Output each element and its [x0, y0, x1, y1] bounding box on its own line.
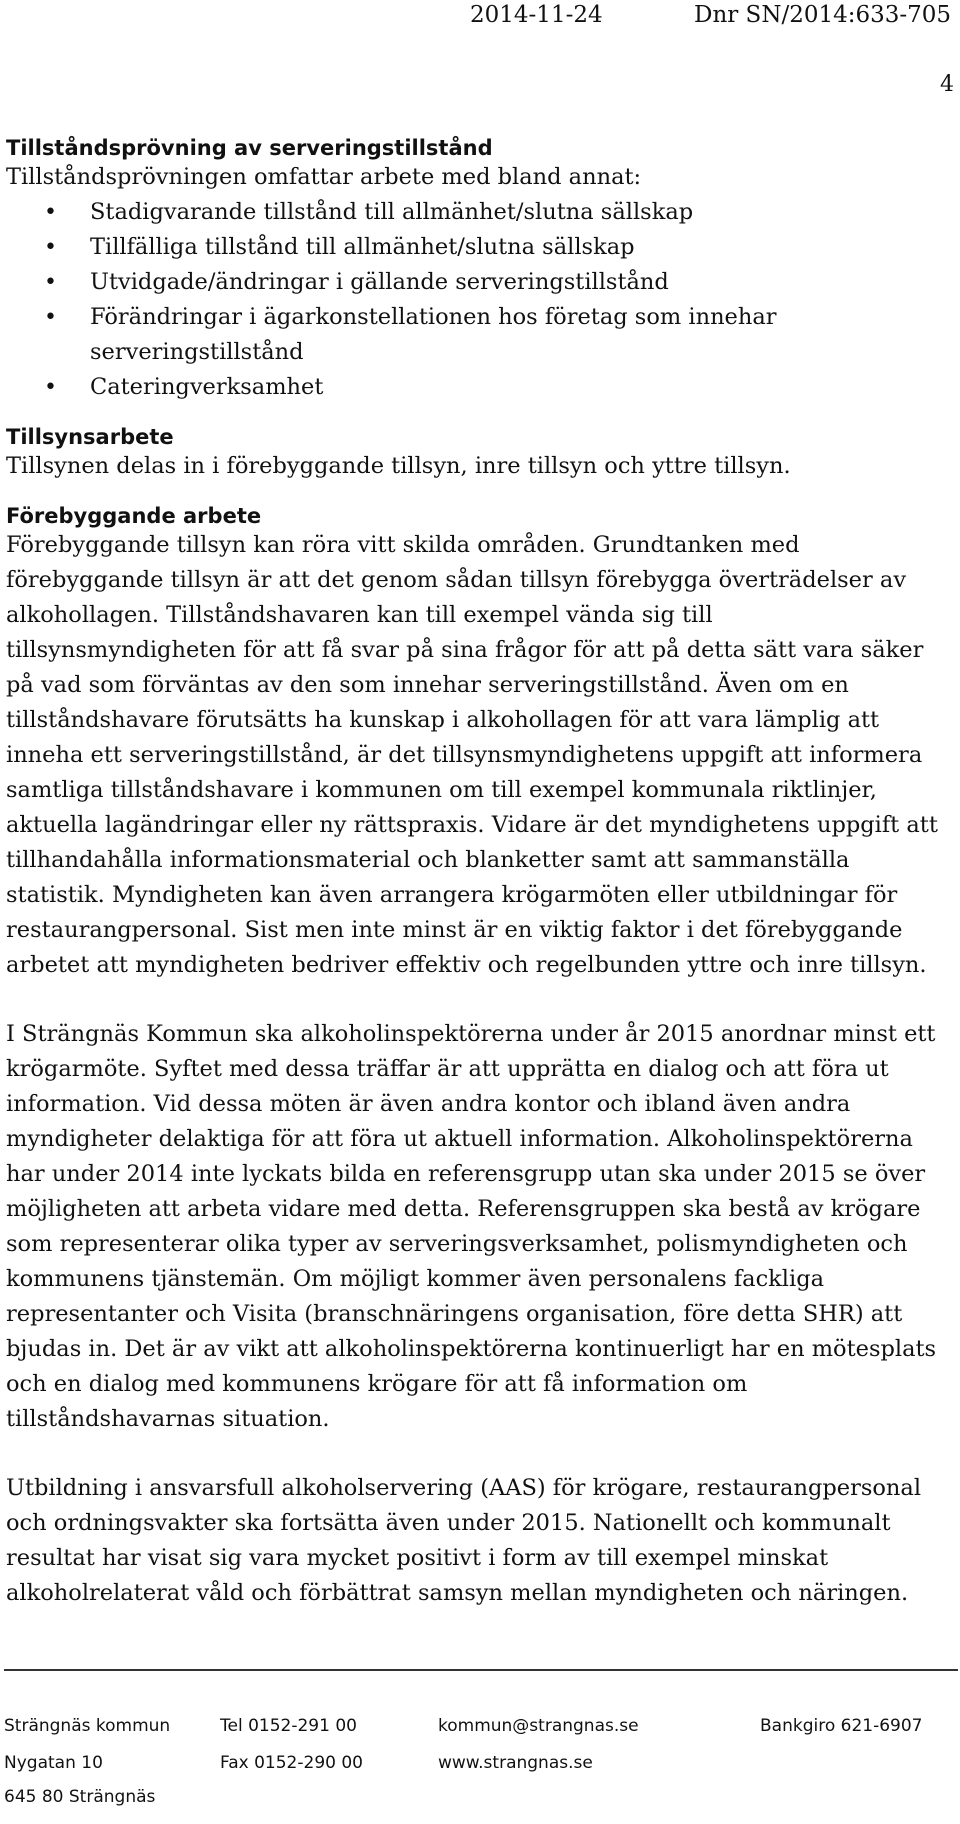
bullet-icon: • — [44, 375, 57, 400]
krogarmote-paragraph: I Strängnäs Kommun ska alkoholinspektörerna under år 2015 anordnar minst ett krögarmöte. Syftet med dessa träffar är att upprätta en dialog och att föra ut information. Vid dessa möten är även andra kontor och ibland även andra myndigheter delaktiga för att föra ut aktuell information. Alkoholinspektörerna har under 2014 inte lyckats bilda en referensgrupp utan ska under 2015 se över möjligheten att arbeta vidare med detta. Referensgruppen ska bestå av krögare som representerar olika typer av serveringsverksamhet, polismyndigheten och kommunens tjänstemän. Om möjligt kommer även personalens fackliga representanter och Visita (branschnäringens organisation, före detta SHR) att bjudas in. Det är av vikt att alkoholinspektörerna kontinuerligt har en mötesplats och en dialog med kommunens krögare för att få information om tillståndshavarnas situation. — [6, 1021, 937, 1432]
document-body — [6, 136, 956, 1611]
list-item — [6, 230, 956, 265]
page-number: 4 — [940, 72, 954, 97]
list-item-text: Förändringar i ägarkonstellationen hos företag som innehar serveringstillstånd — [90, 304, 777, 365]
footer-row — [4, 1716, 958, 1753]
footer-row — [4, 1753, 958, 1787]
footer-org-name: Strängnäs kommun — [4, 1716, 171, 1736]
document-date: 2014-11-24 — [470, 2, 603, 28]
footer-postal-address: 645 80 Strängnäs — [4, 1787, 156, 1807]
list-item-text: Tillfälliga tillstånd till allmänhet/slutna sällskap — [90, 234, 635, 260]
footer-bankgiro: Bankgiro 621-6907 — [760, 1716, 923, 1736]
heading-tillstandsprovning: Tillståndsprövning av serveringstillstånd — [6, 136, 493, 160]
list-item — [6, 195, 956, 230]
bullet-icon: • — [44, 270, 57, 295]
list-item — [6, 300, 956, 370]
tillstand-list — [6, 195, 956, 405]
forebyggande-paragraph: Förebyggande tillsyn kan röra vitt skilda områden. Grundtanken med förebyggande tillsyn är att det genom sådan tillsyn förebygga överträdelser av alkohollagen. Tillståndshavaren kan till exempel vända sig till tillsynsmyndigheten för att få svar på sina frågor för att på detta sätt vara säker på vad som förväntas av den som innehar serveringstillstånd. Även om en tillståndshavare förutsätts ha kunskap i alkohollagen för att vara lämplig att inneha ett serveringstillstånd, är det tillsynsmyndighetens uppgift att informera samtliga tillståndshavare i kommunen om till exempel kommunala riktlinjer, aktuella lagändringar eller ny rättspraxis. Vidare är det myndighetens uppgift att tillhandahålla informationsmaterial och blanketter samt att sammanställa statistik. Myndigheten kan även arrangera krögarmöten eller utbildningar för restaurangpersonal. Sist men inte minst är en viktig faktor i det förebyggande arbetet att myndigheten bedriver effektiv och regelbunden yttre och inre tillsyn. — [6, 532, 938, 978]
bullet-icon: • — [44, 200, 57, 225]
spacer — [6, 983, 956, 1017]
spacer — [6, 405, 956, 425]
bullet-icon: • — [44, 305, 57, 330]
footer-divider — [4, 1669, 958, 1671]
tillstand-intro: Tillståndsprövningen omfattar arbete med bland annat: — [6, 164, 642, 190]
spacer — [6, 1437, 956, 1471]
tillsyn-paragraph: Tillsynen delas in i förebyggande tillsyn, inre tillsyn och yttre tillsyn. — [6, 453, 791, 479]
heading-tillsynsarbete: Tillsynsarbete — [6, 425, 174, 449]
heading-forebyggande-arbete: Förebyggande arbete — [6, 504, 262, 528]
page-footer — [4, 1716, 958, 1824]
list-item-text: Stadigvarande tillstånd till allmänhet/slutna sällskap — [90, 199, 694, 225]
spacer — [6, 484, 956, 504]
list-item-text: Utvidgade/ändringar i gällande serveringstillstånd — [90, 269, 669, 295]
bullet-icon: • — [44, 235, 57, 260]
footer-website-link[interactable]: www.strangnas.se — [438, 1753, 593, 1773]
utbildning-paragraph: Utbildning i ansvarsfull alkoholservering (AAS) för krögare, restaurangpersonal och ordningsvakter ska fortsätta även under 2015. Nationellt och kommunalt resultat har visat sig vara mycket positivt i form av till exempel minskat alkoholrelaterat våld och förbättrat samsyn mellan myndigheten och näringen. — [6, 1475, 922, 1606]
footer-street-address: Nygatan 10 — [4, 1753, 103, 1773]
list-item — [6, 370, 956, 405]
footer-fax: Fax 0152-290 00 — [220, 1753, 363, 1773]
page-header — [0, 0, 960, 30]
footer-row — [4, 1787, 958, 1824]
list-item — [6, 265, 956, 300]
list-item-text: Cateringverksamhet — [90, 374, 324, 400]
footer-phone: Tel 0152-291 00 — [220, 1716, 357, 1736]
document-reference-number: Dnr SN/2014:633-705 — [694, 2, 952, 28]
footer-email-link[interactable]: kommun@strangnas.se — [438, 1716, 639, 1736]
